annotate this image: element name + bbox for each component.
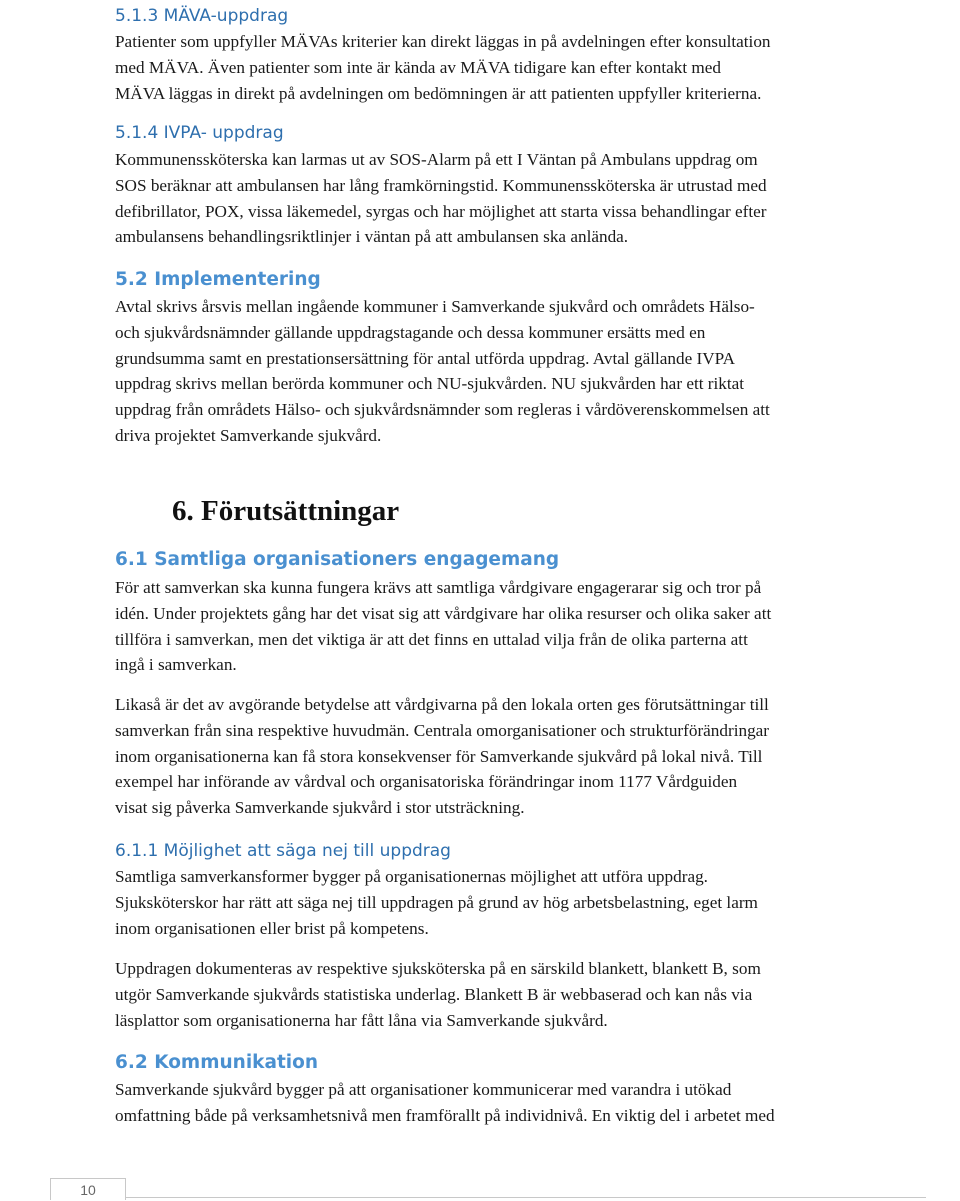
text-line: För att samverkan ska kunna fungera krävs att samtliga vårdgivare engagerarar sig och tror på <box>115 578 762 597</box>
paragraph-6-1-1-b <box>115 956 860 1033</box>
page-number: 10 <box>50 1178 126 1200</box>
paragraph-5-1-3 <box>115 29 860 106</box>
text-line: Samtliga samverkansformer bygger på organisationernas möjlighet att utföra uppdrag. <box>115 867 708 886</box>
text-line: inom organisationerna kan få stora konsekvenser för Samverkande sjukvård på lokal nivå. Till <box>115 746 763 766</box>
footer-rule <box>126 1197 926 1198</box>
paragraph-6-2 <box>115 1077 860 1129</box>
text-line: med MÄVA. Även patienter som inte är kända av MÄVA tidigare kan efter kontakt med <box>115 57 722 77</box>
text-line: uppdrag skrivs mellan berörda kommuner och NU-sjukvården. NU sjukvården har ett riktat <box>115 374 745 394</box>
text-line: uppdrag från områdets Hälso- och sjukvårdsnämnder som regleras i vårdöverenskommelsen att <box>115 400 770 420</box>
text-line: Likaså är det av avgörande betydelse att vårdgivarna på den lokala orten ges förutsättningar till <box>115 695 769 714</box>
text-line: Uppdragen dokumenteras av respektive sjuksköterska på en särskild blankett, blankett B, som <box>115 959 761 978</box>
text-line: ambulansens behandlingsriktlinjer i väntan på att ambulansen ska anlända. <box>115 227 629 247</box>
text-line: utgör Samverkande sjukvårds statistiska underlag. Blankett B är webbaserad och kan nås via <box>115 984 753 1004</box>
text-line: Patienter som uppfyller MÄVAs kriterier kan direkt läggas in på avdelningen efter konsultation <box>115 32 771 51</box>
heading-6-1: 6.1 Samtliga organisationers engagemang <box>115 549 560 570</box>
text-line: driva projektet Samverkande sjukvård. <box>115 425 382 445</box>
heading-6: 6. Förutsättningar <box>172 495 400 527</box>
text-line: exempel har införande av vårdval och organisatoriska förändringar inom 1177 Vårdguiden <box>115 772 738 792</box>
text-line: idén. Under projektets gång har det visat sig att vårdgivare har olika resurser och olika saker att <box>115 603 772 623</box>
text-line: visat sig påverka Samverkande sjukvård i stor utsträckning. <box>115 798 525 818</box>
text-line: omfattning både på verksamhetsnivå men framförallt på individnivå. En viktig del i arbetet med <box>115 1105 775 1125</box>
heading-6-1-1: 6.1.1 Möjlighet att säga nej till uppdrag <box>115 841 451 861</box>
text-line: Kommunenssköterska kan larmas ut av SOS-Alarm på ett I Väntan på Ambulans uppdrag om <box>115 150 758 169</box>
text-line: Sjuksköterskor har rätt att säga nej till uppdragen på grund av hög arbetsbelastning, eget larm <box>115 892 758 912</box>
heading-5-1-3: 5.1.3 MÄVA-uppdrag <box>115 6 289 26</box>
text-line: ingå i samverkan. <box>115 655 237 675</box>
heading-5-1-4: 5.1.4 IVPA- uppdrag <box>115 123 284 143</box>
paragraph-5-1-4 <box>115 147 860 250</box>
text-line: defibrillator, POX, vissa läkemedel, syrgas och har möjlighet att starta vissa behandlingar efter <box>115 201 767 221</box>
text-line: och sjukvårdsnämnder gällande uppdragstagande och dessa kommuner ersätts med en <box>115 322 706 342</box>
text-line: Samverkande sjukvård bygger på att organisationer kommunicerar med varandra i utökad <box>115 1080 732 1099</box>
text-line: läsplattor som organisationerna har fått låna via Samverkande sjukvård. <box>115 1010 608 1030</box>
paragraph-6-1-b <box>115 692 860 821</box>
paragraph-5-2 <box>115 294 860 449</box>
paragraph-6-1-1-a <box>115 864 860 941</box>
text-line: samverkan från sina respektive huvudmän. Centrala omorganisationer och strukturförändringar <box>115 720 770 740</box>
text-line: MÄVA läggas in direkt på avdelningen om bedömningen är att patienten uppfyller kriterierna. <box>115 83 762 103</box>
heading-5-2: 5.2 Implementering <box>115 269 321 290</box>
text-line: Avtal skrivs årsvis mellan ingående kommuner i Samverkande sjukvård och områdets Hälso- <box>115 297 755 316</box>
text-line: tillföra i samverkan, men det viktiga är att det finns en uttalad vilja från de olika parterna att <box>115 629 748 649</box>
text-line: inom organisationen eller brist på kompetens. <box>115 918 429 938</box>
heading-6-2: 6.2 Kommunikation <box>115 1052 319 1073</box>
text-line: SOS beräknar att ambulansen har lång framkörningstid. Kommunenssköterska är utrustad med <box>115 175 767 195</box>
text-line: grundsumma samt en prestationsersättning för antal utförda uppdrag. Avtal gällande IVPA <box>115 348 736 368</box>
paragraph-6-1-a <box>115 575 860 678</box>
